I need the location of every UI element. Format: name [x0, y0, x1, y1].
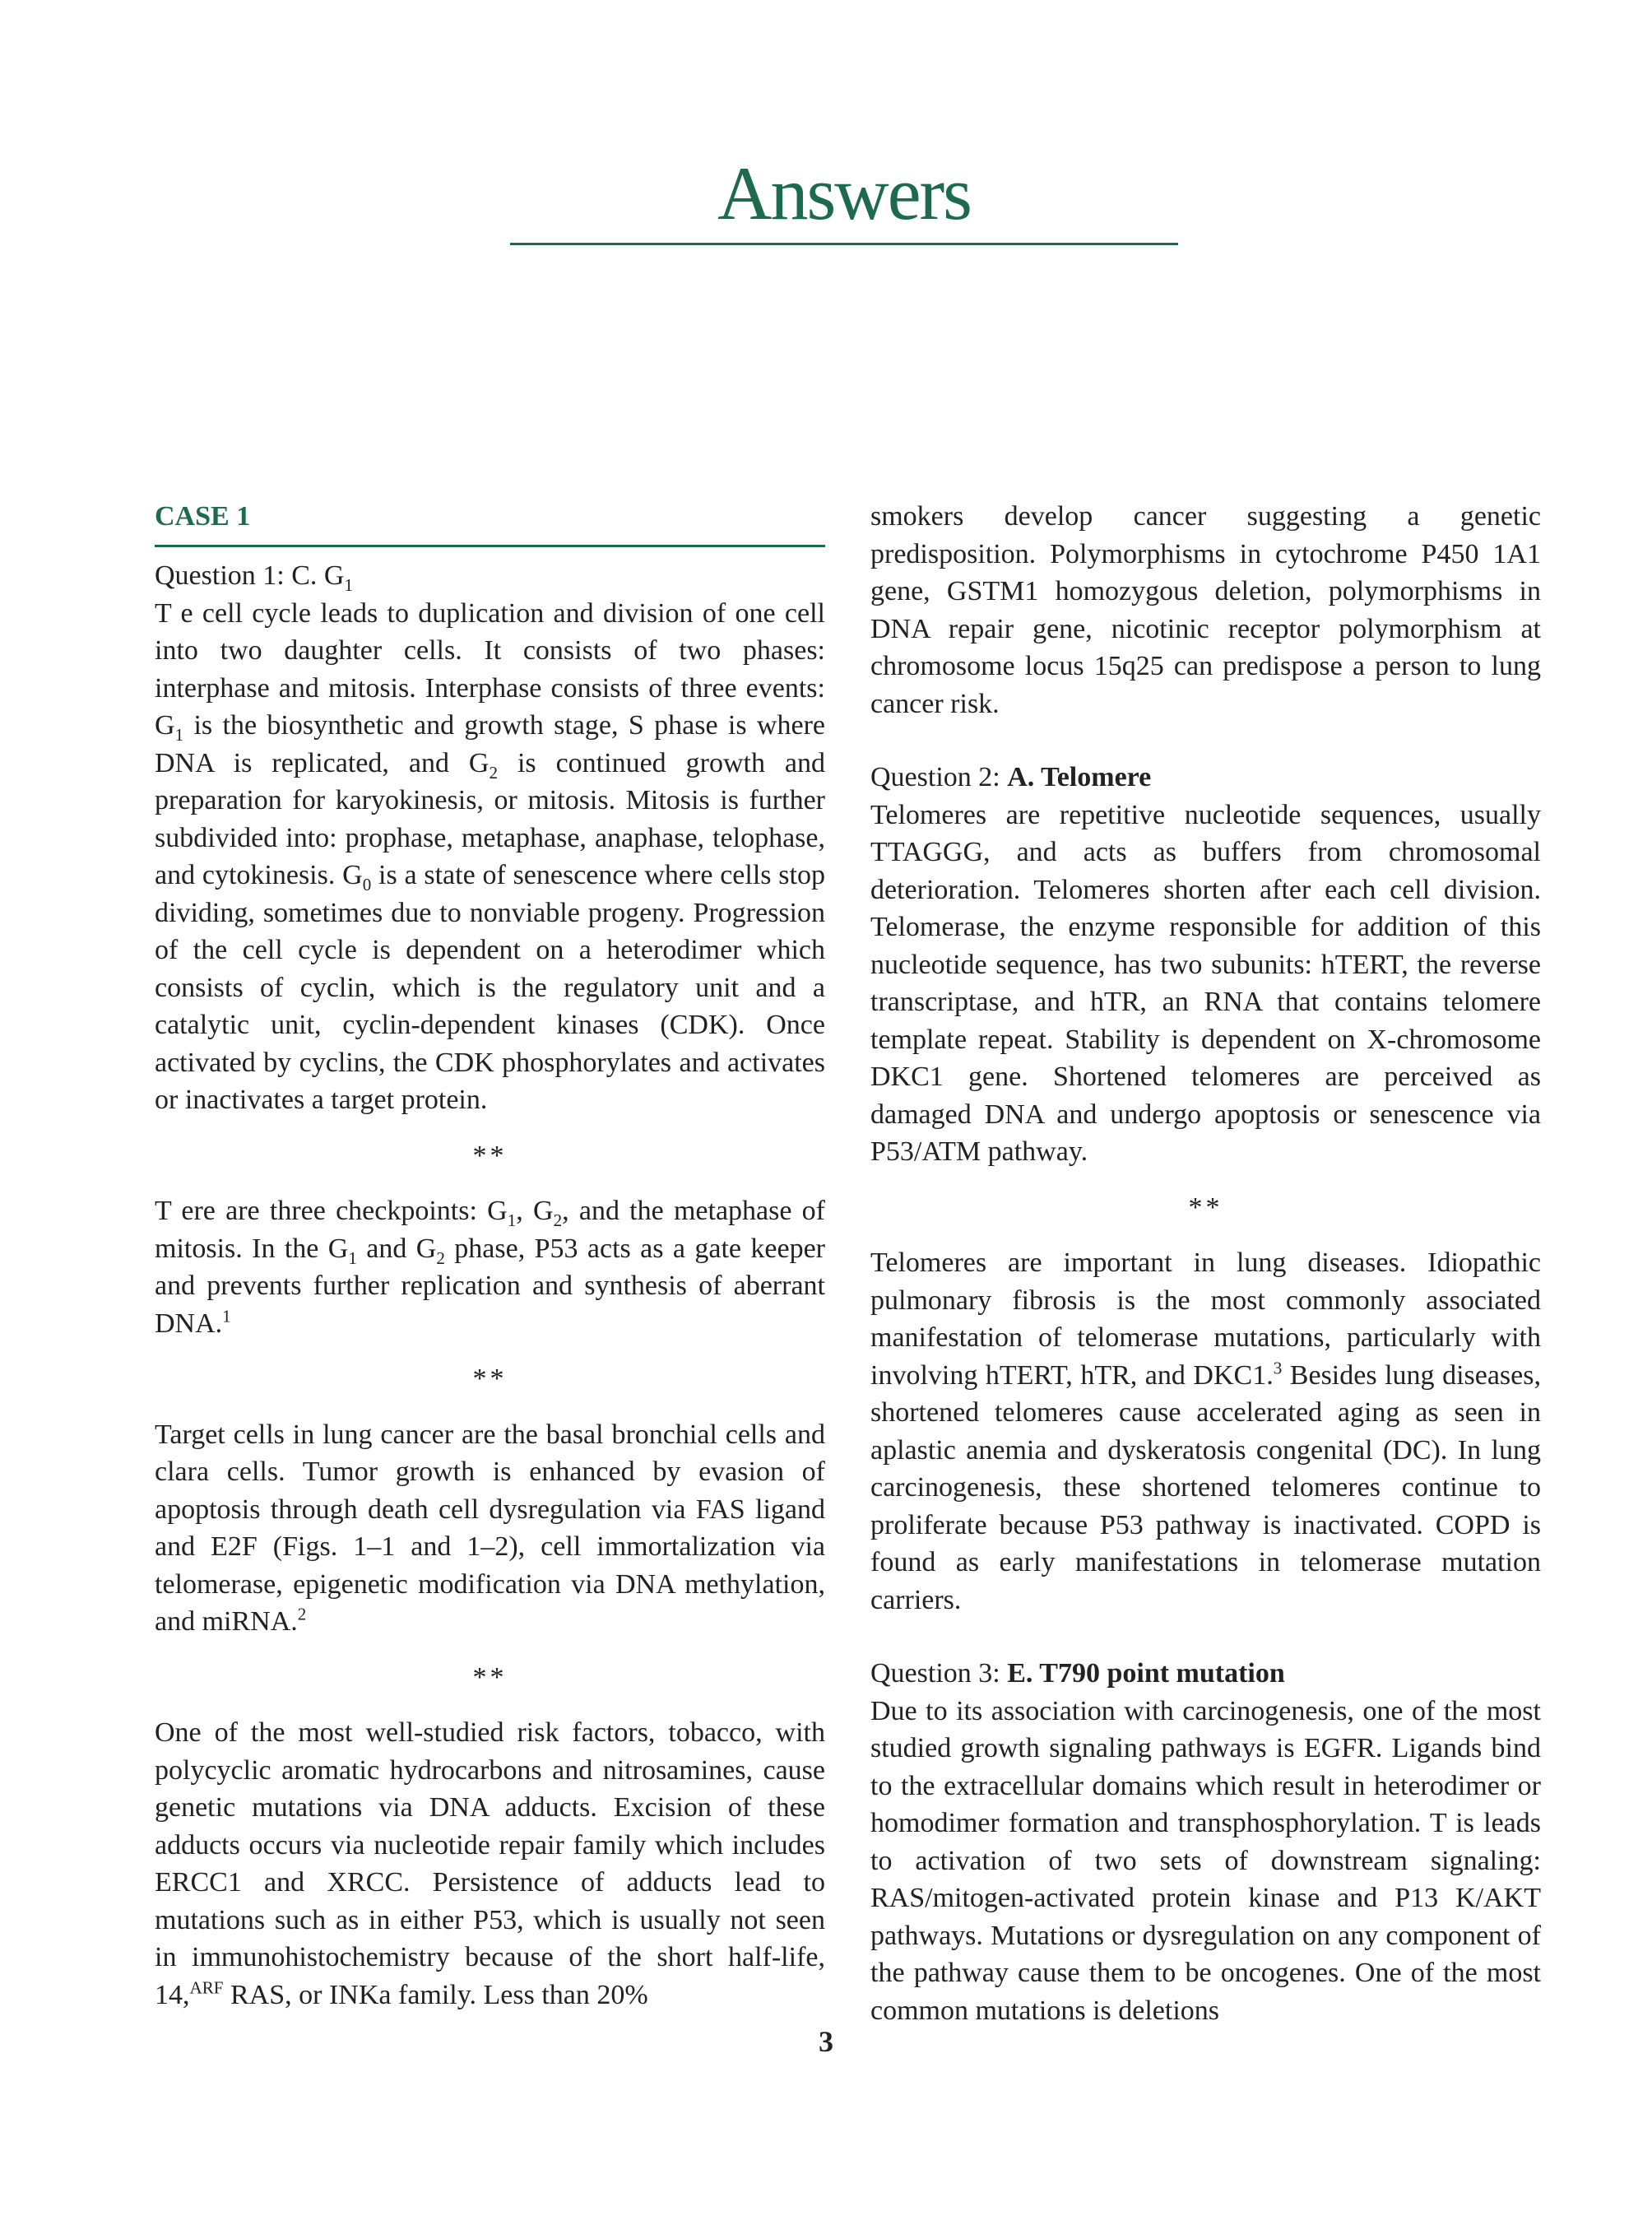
title-rule	[510, 243, 1178, 245]
subscript: 1	[348, 1247, 357, 1268]
right-column	[870, 498, 1541, 2029]
case-heading: CASE 1	[155, 498, 825, 547]
subscript: 1	[174, 724, 184, 745]
subscript: 1	[344, 574, 353, 595]
section-separator: **	[1188, 1192, 1223, 1223]
cell-cycle-paragraph	[155, 595, 825, 1119]
text-run: , and the metaphase of mitosis. In the G	[155, 1196, 826, 1264]
text-run: Target cells in lung cancer are the basal bronchial cells and clara cells. Tumor growth is enhanced by evasion of apoptosis through death cell dysregulation via FAS ligand and E2F (Figs. 1–1 and 1–2), cell immortalization via telomerase, epigenetic modification via DNA methylation, and miRNA.	[155, 1419, 825, 1637]
text-run: phase, P53 acts as a gate keeper and prevents further replication and synthesis of aberrant DNA.	[155, 1233, 825, 1339]
question-2-answer: A. Telomere	[1007, 762, 1152, 792]
superscript: ARF	[189, 1977, 224, 1998]
subscript: 0	[362, 874, 372, 894]
subscript: 2	[553, 1210, 563, 1230]
target-cells-paragraph	[155, 1416, 825, 1641]
subscript: 2	[436, 1247, 445, 1268]
subscript: 1	[507, 1210, 517, 1230]
text-run: T ere are three checkpoints: G	[155, 1196, 508, 1226]
question-2-label: Question 2:	[870, 762, 1008, 792]
text-run: Besides lung diseases, shortened telomeres cause accelerated aging as seen in aplastic anemia and dyskeratosis congenital (DC). In lung carcinogenesis, these shortened telomeres continue to proliferate because P53 pathway is inactivated. COPD is found as early manifestations in telomerase mutation carriers.	[870, 1359, 1541, 1615]
text-run: One of the most well-studied risk factors, tobacco, with polycyclic aromatic hydrocarbons and nitrosamines, cause genetic mutations via DNA adducts. Excision of these adducts occurs via nucleotide repair family which includes ERCC1 and XRCC. Persistence of adducts lead to mutations such as in either P53, which is usually not seen in immunohistochemistry because of the short half-life, 14,	[155, 1717, 825, 2010]
egfr-paragraph: Due to its association with carcinogenesis, one of the most studied growth signaling pathways is EGFR. Ligands bind to the extracellular domains which result in heterodimer or homodimer formation and transphosphorylation. T is leads to activation of two sets of downstream signaling: RAS/mitogen-activated protein kinase and P13 K/AKT pathways. Mutations or dysregulation on any component of the pathway cause them to be oncogenes. One of the most common mutations is deletions	[870, 1695, 1541, 2026]
subscript: 2	[489, 762, 498, 783]
text-run: and G	[356, 1233, 437, 1264]
text-run: is the biosynthetic and growth stage, S phase is where DNA is replicated, and G	[155, 710, 825, 778]
continued-paragraph: smokers develop cancer suggesting a genetic predisposition. Polymorphisms in cytochrome P450 1A1 gene, GSTM1 homozygous deletion, polymorphisms in DNA repair gene, nicotinic receptor polymorphism at chromosome locus 15q25 can predispose a person to lung cancer risk.	[870, 501, 1541, 719]
page-title: Answers	[717, 151, 971, 235]
reference-marker: 2	[297, 1604, 307, 1624]
checkpoints-paragraph	[155, 1192, 825, 1342]
section-separator: **	[472, 1140, 508, 1171]
question-3-line	[870, 1655, 1541, 1693]
question-3-label: Question 3:	[870, 1658, 1008, 1689]
text-run: , G	[516, 1196, 554, 1226]
text-run: is a state of senescence where cells stop dividing, sometimes due to nonviable progeny. Progression of the cell cycle is dependent on a heterodimer which consists of cyclin, which is the regulatory unit and a catalytic unit, cyclin-dependent kinases (CDK). Once activated by cyclins, the CDK phosphorylates and activates or inactivates a target protein.	[155, 860, 825, 1115]
reference-marker: 3	[1273, 1358, 1283, 1378]
text-run: RAS, or INKa family. Less than 20%	[223, 1979, 648, 2010]
text-run: is continued growth and preparation for karyokinesis, or mitosis. Mitosis is further subdivided into: prophase, metaphase, anaphase, telophase, and cytokinesis. G	[155, 747, 825, 890]
section-separator: **	[472, 1364, 508, 1394]
question-1-line	[155, 557, 825, 595]
question-1-text: Question 1: C. G	[155, 560, 345, 591]
reference-marker: 1	[222, 1306, 231, 1326]
text-run: T e cell cycle leads to duplication and division of one cell into two daughter cells. It consists of two phases: interphase and mitosis. Interphase consists of three events: G	[155, 597, 825, 741]
page-number: 3	[819, 2025, 833, 2058]
left-column	[155, 498, 825, 2014]
risk-factors-paragraph	[155, 1714, 825, 2014]
question-2-line	[870, 759, 1541, 797]
section-separator: **	[472, 1661, 508, 1693]
telomere-paragraph: Telomeres are repetitive nucleotide sequences, usually TTAGGG, and acts as buffers from chromosomal deterioration. Telomeres shorten after each cell division. Telomerase, the enzyme responsible for addition of this nucleotide sequence, has two subunits: hTERT, the reverse transcriptase, and hTR, an RNA that contains telomere template repeat. Stability is dependent on X-chromosome DKC1 gene. Shortened telomeres are perceived as damaged DNA and undergo apoptosis or senescence via P53/ATM pathway.	[870, 799, 1541, 1167]
lung-diseases-paragraph	[870, 1244, 1541, 1619]
text-run: Telomeres are important in lung diseases. Idiopathic pulmonary fibrosis is the most commonly associated manifestation of telomerase mutations, particularly with involving hTERT, hTR, and DKC1.	[870, 1247, 1541, 1391]
question-3-answer: E. T790 point mutation	[1007, 1658, 1285, 1689]
